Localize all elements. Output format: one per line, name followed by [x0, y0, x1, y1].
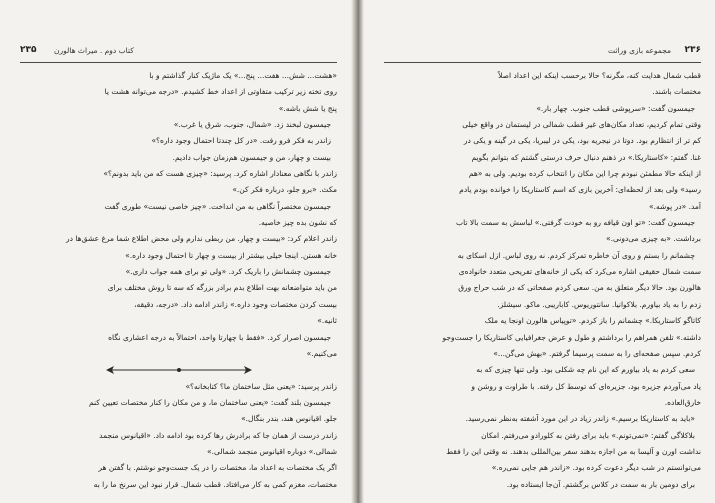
left-page-number: ۲۳۵ [20, 45, 37, 55]
text-line: کم تر از انتظارم بود. دوتا در نیجریه بود، یکی در لیبریا، یکی در گینه و یکی در [463, 136, 701, 146]
text-line: برای دومین بار به سمت در کلاس برگشتم. آن‌جا ایستاده بود. [506, 479, 695, 489]
text-line: زاندر درست از همان جا که برادرش رها کرده بود ادامه داد. «اقیانوس منجمد [99, 430, 337, 440]
text-line: بیست کردن مختصات وجود داره.» زاندر ادامه داد. «درجه، دقیقه، [134, 299, 337, 309]
text-line: جیمسون گفت: «تو اون قیافه رو به خودت گرفتی.» لباسش به سمت بالا تاب [456, 218, 695, 228]
text-line: جیمسون اصرار کرد. «فقط با چهارتا واحد، احتمالاً به درجه اعشاری نگاه [108, 332, 331, 342]
right-page-number: ۲۳۶ [684, 45, 701, 55]
text-line: جیمسون چشمانش را باریک کرد. «ولی تو برای همه جواب داری.» [125, 267, 331, 277]
text-line: زاندر با نگاهی معنادار اشاره کرد. پرسید: «چیزی هست که من باید بدونم؟» [103, 169, 337, 179]
text-line: «باید به کاستاریکا برسیم.» زاندر زیاد در این مورد آشفته به‌نظر نمی‌رسید. [465, 414, 695, 424]
text-line: هالورن بود. حالا دیگر متعلق به من. سعی کردم صفحاتی که در شب حراج ورق [458, 283, 701, 293]
text-line: مختصات، مغزم کمی به کار می‌افتاد. قطب شمال. قرار نبود این سرنخ ما را به [93, 479, 337, 489]
text-line: سمت شمال حقیقی اشاره می‌کرد که یکی از خانه‌های تفریحی متعدد خانواده‌ی [458, 267, 701, 277]
text-line: از اینکه حالا مطمئن نبودم چرا این مکان را انتخاب کرده بودیم. ولی به «هم [468, 169, 701, 179]
text-line: زاندر به فکر فرو رفت. «در کل چندتا احتمال وجود داره؟» [151, 136, 331, 146]
text-line: بیست و چهار، من و جیمسون هم‌زمان جواب دادیم. [172, 152, 331, 162]
section-break-ornament [20, 362, 337, 378]
text-line: می‌کنیم.» [306, 348, 337, 358]
text-line: داشته.» تلفن همراهم را برداشتم و طول و عرض جغرافیایی کاستاریکا را جست‌وجو [442, 332, 701, 342]
text-line: ثانیه.» [317, 316, 337, 326]
text-line: رسید» ولی بعد از لحظه‌ای: آخرین بازی که اسم کاستاریکا را خوانده بودم یادم [459, 185, 701, 195]
text-line: می‌توانستم در شب دیگر دعوت کرده بود. «زاندر هم جایی نمی‌ره.» [491, 463, 701, 473]
text-line: که نشون بده چیز خاصیه. [258, 218, 337, 228]
right-header-rule [384, 62, 701, 63]
text-line: شمالی.» دوباره اقیانوس منجمد شمالی.» [207, 446, 337, 456]
text-line: «هشت... شش... هفت... پنج...» یک ماژیک کنار گذاشتم و با [149, 71, 337, 80]
text-line: کاتاگو کاستاریکا.» چشمانم را باز کردم. «توپیاس هالورن اونجا یه ملک [484, 316, 701, 326]
left-header-rule [20, 62, 337, 63]
text-line: غنا. گفتم: «کاستاریکا.» در ذهنم دنبال حرف درستی گشتم که بتوانم بگویم [471, 152, 701, 162]
text-line: نداشت اورن و آلیسا به من اجازه بدهند سفر بین‌المللی بدهند. نه وقتی این را فقط [446, 446, 701, 456]
text-line: بلاکلاگی گفتم: «نمی‌تونم.» باید برای رفتن به کلورادو می‌رفتم. امکان [481, 430, 695, 440]
text-line: زدم را به یاد بیاورم. بلاکوانیا. سانتوریوس. کاباریبی. ماکو. سیشلز. [497, 299, 701, 309]
text-line: جیمسون مختصراً نگاهی به من انداخت. «چیز خاصی نیست» طوری گفت [104, 201, 331, 211]
text-line: آمد. «در پوشه.» [649, 201, 701, 211]
text-line: زاندر پرسید: «یعنی مثل ساختمان ما؟ کتابخانه؟» [185, 381, 337, 391]
text-line: مکث. «برو جلو، درباره فکر کن.» [232, 185, 337, 195]
text-line: سعی کردم به یاد بیاورم که این نام چه شکلی بود. ولی تنها چیزی که به [476, 365, 695, 375]
text-line: کردم. سپس صفحه‌ای را به سمت پرسیما گرفتم. «بهش می‌گن...» [493, 348, 701, 358]
left-page-body [20, 68, 337, 493]
text-line: جیمسون لبخند زد. «شمال، جنوب، شرق یا غرب.» [173, 120, 331, 130]
text-line: مختصات باشند. [652, 87, 701, 97]
left-running-head: کتاب دوم . میراث هالورن [54, 46, 134, 55]
text-line: برداشت. «به چیزی می‌دونی.» [606, 234, 701, 244]
text-line: من باید متواضعانه بهت اطلاع بدم برادر بزرگه که سه تا روش مختلف برای [107, 283, 337, 293]
text-line: چشمانم را بستم و روی آن خاطره تمرکز کردم. نه روی لباس. ازل اسکای به [457, 250, 695, 260]
text-line: اگر یک مختصات به اعداد ما، مختصات را در یک جست‌وجو نوشتم. با گفتن هر [98, 463, 337, 473]
right-page [364, 0, 715, 503]
right-page-body [384, 68, 701, 493]
text-line: وقتی تمام کردیم، تعداد مکان‌های غیر قطب شمالی در لیستمان در واقع خیلی [462, 120, 701, 130]
book-gutter [351, 0, 364, 503]
left-page [0, 0, 351, 503]
text-line: خانه هستن. اینجا خیلی بیشتر از بیست و چهار تا احتمال وجود داره.» [125, 250, 337, 260]
right-running-head: مجموعه بازی وراثت [608, 46, 671, 55]
right-page-header [384, 45, 701, 61]
ornament-divider-icon [104, 365, 254, 375]
text-line: خارق‌العاده. [664, 397, 701, 407]
text-line: جلو. اقیانوس هند، بندر بنگال.» [241, 414, 337, 424]
text-line: جیمسون گفت: «سرپوشی قطب جنوب. چهار بار.» [536, 103, 695, 113]
text-line: یاد می‌آوردم جزیره بود، جزیره‌ای که توسط کل رفته. با طراوت و روشن و [471, 381, 701, 391]
text-line: پنج یا شش باشه.» [278, 103, 337, 113]
left-page-header [20, 45, 337, 61]
text-line: زاندر اعلام کرد: «بیست و چهار. من ربطی ندارم ولی محض اطلاع شما مرغ عشق‌ها در [66, 234, 337, 244]
text-line: قطب شمال هدایت کنه، مگرنه؟ حالا برحسب اینکه این اعداد اصلاً [498, 71, 701, 80]
text-line: روی تخته زیر ترکیب متفاوتی از اعداد خط کشیدم. «درجه می‌توانه هشت یا [104, 87, 337, 97]
text-line: جیمسون بلند گفت: «یعنی ساختمان ما، و من مکان را کنار مختصات تعیین کنم [89, 397, 331, 407]
